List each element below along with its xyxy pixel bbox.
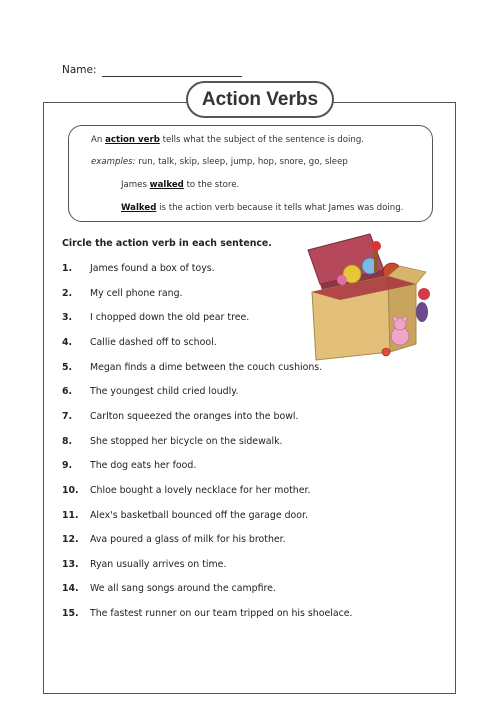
sentence-number: 2. [62,287,73,299]
sentence-number: 4. [62,336,73,348]
examples-line [91,157,348,167]
sentence-text[interactable]: The dog eats her food. [90,460,197,472]
sentence-number: 6. [62,386,73,398]
sentence-item [62,510,308,521]
definition-term: action verb [105,135,160,145]
example-start: James [121,180,147,190]
sentence-item [62,288,183,299]
sentence-item [62,411,298,422]
sentence-number: 15. [62,608,79,620]
sentence-text[interactable]: James found a box of toys. [90,263,215,274]
sentence-text[interactable]: She stopped her bicycle on the sidewalk. [90,435,283,447]
sentence-item [62,534,286,545]
sentence-item [62,263,215,274]
sentence-text[interactable]: Carlton squeezed the oranges into the bowl. [90,410,299,422]
sentence-number: 11. [62,509,79,521]
sentence-number: 9. [62,460,73,472]
example-verb: walked [149,180,184,190]
sentence-text[interactable]: Alex's basketball bounced off the garage door. [90,509,308,521]
sentence-number: 14. [62,583,79,595]
sentence-text[interactable]: Callie dashed off to school. [90,336,217,348]
example-end: to the store. [186,180,240,190]
sentence-number: 10. [62,484,79,496]
name-field[interactable] [102,76,242,77]
sentence-number: 12. [62,534,79,546]
definition-prefix: An [91,135,103,145]
definition-box [68,125,433,222]
sentence-text[interactable]: Ava poured a glass of milk for his brother. [90,534,286,546]
example-sentence [121,180,239,190]
sentence-number: 1. [62,263,73,274]
sentence-item [62,337,217,348]
name-label: Name: [62,64,97,76]
sentence-text[interactable]: The fastest runner on our team tripped on his shoelace. [90,608,353,620]
sentence-number: 8. [62,435,73,447]
sentence-number: 13. [62,558,79,570]
sentence-item [62,485,310,496]
sentence-text[interactable]: Megan finds a dime between the couch cushions. [90,361,323,373]
sentence-item [62,312,249,323]
explanation-rest: is the action verb because it tells what James was doing. [159,203,404,213]
sentence-item [62,436,283,447]
sentence-item [62,559,226,570]
sentence-number: 5. [62,361,73,373]
sentence-text[interactable]: The youngest child cried loudly. [90,386,239,398]
worksheet-title: Action Verbs [186,81,334,118]
sentence-item [62,460,196,471]
definition-line [91,135,364,145]
explanation-line [121,203,403,213]
sentence-number: 7. [62,410,73,422]
examples-label: examples: [91,157,136,167]
definition-rest: tells what the subject of the sentence is doing. [162,135,365,145]
sentence-text[interactable]: Ryan usually arrives on time. [90,558,227,570]
examples-list: run, talk, skip, sleep, jump, hop, snore, go, sleep [138,157,348,167]
sentence-text[interactable]: Chloe bought a lovely necklace for her mother. [90,484,311,496]
instructions: Circle the action verb in each sentence. [62,238,272,249]
explanation-verb: Walked [121,203,157,213]
sentence-item [62,583,276,594]
sentence-text[interactable]: I chopped down the old pear tree. [90,312,250,324]
sentence-text[interactable]: My cell phone rang. [90,287,183,299]
toy-box-illustration [300,232,440,362]
sentence-number: 3. [62,312,73,324]
sentence-item [62,608,352,619]
sentence-item [62,362,322,373]
sentence-item [62,386,238,397]
sentence-text[interactable]: We all sang songs around the campfire. [90,583,276,595]
